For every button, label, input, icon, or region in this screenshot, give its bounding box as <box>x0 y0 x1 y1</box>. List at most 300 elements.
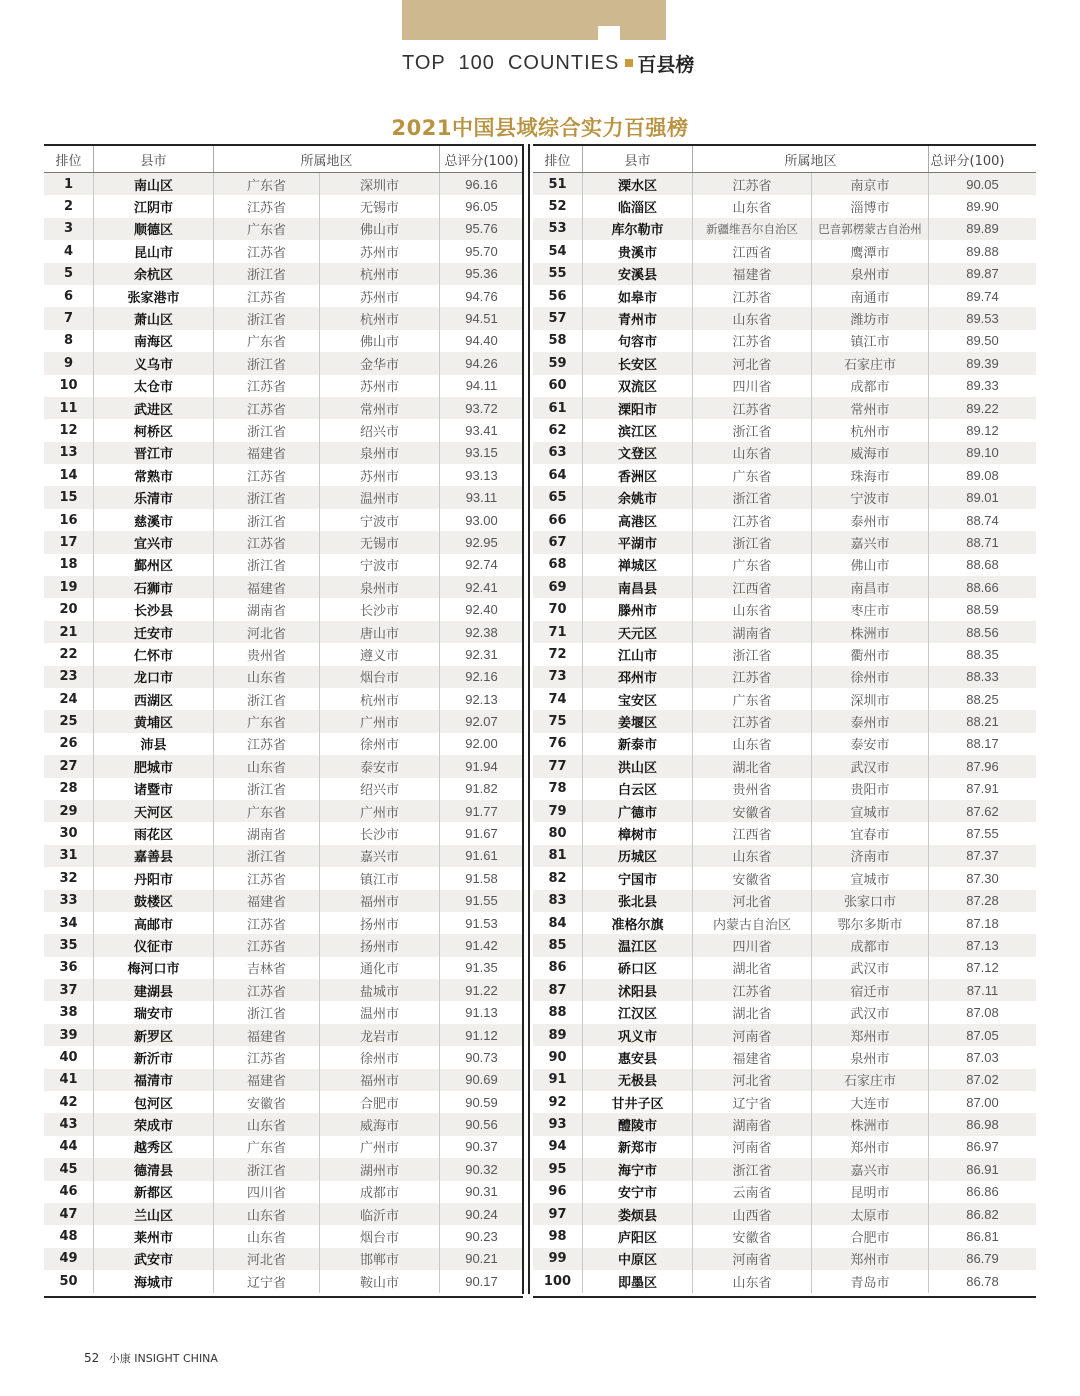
city-cell: 龙岩市 <box>320 1024 440 1046</box>
score-cell: 87.91 <box>966 781 999 797</box>
city-cell: 嘉兴市 <box>812 1158 929 1180</box>
table-row <box>44 576 523 598</box>
city-cell: 武汉市 <box>812 755 929 777</box>
rank-cell: 51 <box>533 173 583 195</box>
province-cell: 江苏省 <box>214 733 320 755</box>
province-cell: 浙江省 <box>214 688 320 710</box>
rank-cell: 21 <box>44 621 94 643</box>
county-cell: 库尔勒市 <box>583 218 693 240</box>
province-cell: 河南省 <box>693 1136 812 1158</box>
city-cell: 佛山市 <box>320 218 440 240</box>
city-cell: 泰安市 <box>812 733 929 755</box>
table-row <box>44 867 523 889</box>
county-cell: 武安市 <box>94 1248 214 1270</box>
city-cell: 嘉兴市 <box>812 531 929 553</box>
table-row <box>44 218 523 240</box>
province-cell: 浙江省 <box>214 1158 320 1180</box>
province-cell: 江苏省 <box>214 867 320 889</box>
table-row <box>533 464 1036 486</box>
rank-cell: 69 <box>533 576 583 598</box>
score-cell: 92.41 <box>465 579 498 595</box>
score-cell: 95.36 <box>465 266 498 282</box>
province-cell: 河南省 <box>693 1024 812 1046</box>
score-cell: 90.37 <box>465 1139 498 1155</box>
rank-cell: 58 <box>533 330 583 352</box>
city-cell: 盐城市 <box>320 979 440 1001</box>
rank-cell: 68 <box>533 554 583 576</box>
province-cell: 江苏省 <box>214 375 320 397</box>
province-cell: 安徽省 <box>214 1091 320 1113</box>
city-cell: 徐州市 <box>812 666 929 688</box>
table-row <box>533 195 1036 217</box>
rank-cell: 81 <box>533 845 583 867</box>
province-cell: 广东省 <box>214 800 320 822</box>
rank-cell: 78 <box>533 778 583 800</box>
city-cell: 佛山市 <box>320 330 440 352</box>
province-cell: 浙江省 <box>693 531 812 553</box>
score-cell: 91.77 <box>465 803 498 819</box>
county-cell: 宝安区 <box>583 688 693 710</box>
col-county: 县市 <box>94 146 214 172</box>
city-cell: 广州市 <box>320 800 440 822</box>
county-cell: 迁安市 <box>94 621 214 643</box>
table-row <box>533 486 1036 508</box>
county-cell: 宜兴市 <box>94 531 214 553</box>
rank-cell: 59 <box>533 352 583 374</box>
city-cell: 贵阳市 <box>812 778 929 800</box>
county-cell: 历城区 <box>583 845 693 867</box>
city-cell: 株洲市 <box>812 1113 929 1135</box>
province-cell: 湖南省 <box>693 1113 812 1135</box>
city-cell: 泰州市 <box>812 710 929 732</box>
rank-cell: 38 <box>44 1001 94 1023</box>
county-cell: 余杭区 <box>94 263 214 285</box>
score-cell: 90.21 <box>465 1251 498 1267</box>
province-cell: 山东省 <box>214 1225 320 1247</box>
province-cell: 江苏省 <box>693 397 812 419</box>
rank-cell: 82 <box>533 867 583 889</box>
rank-cell: 44 <box>44 1136 94 1158</box>
city-cell: 广州市 <box>320 710 440 732</box>
county-cell: 高港区 <box>583 509 693 531</box>
city-cell: 南通市 <box>812 285 929 307</box>
province-cell: 浙江省 <box>214 263 320 285</box>
province-cell: 河南省 <box>693 1248 812 1270</box>
province-cell: 广东省 <box>214 1136 320 1158</box>
county-cell: 太仓市 <box>94 375 214 397</box>
score-cell: 91.61 <box>465 848 498 864</box>
city-cell: 成都市 <box>812 375 929 397</box>
rank-cell: 33 <box>44 890 94 912</box>
table-row <box>533 576 1036 598</box>
score-cell: 87.02 <box>966 1072 999 1088</box>
province-cell: 浙江省 <box>693 419 812 441</box>
score-cell: 89.33 <box>966 378 999 394</box>
table-row <box>44 531 523 553</box>
county-cell: 萧山区 <box>94 307 214 329</box>
rank-cell: 60 <box>533 375 583 397</box>
city-cell: 镇江市 <box>320 867 440 889</box>
province-cell: 辽宁省 <box>693 1091 812 1113</box>
score-cell: 86.91 <box>966 1161 999 1177</box>
score-cell: 94.40 <box>465 333 498 349</box>
province-cell: 山东省 <box>693 598 812 620</box>
city-cell: 宣城市 <box>812 867 929 889</box>
city-cell: 株洲市 <box>812 621 929 643</box>
rank-cell: 43 <box>44 1113 94 1135</box>
city-cell: 徐州市 <box>320 733 440 755</box>
score-cell: 89.22 <box>966 400 999 416</box>
score-cell: 89.12 <box>966 422 999 438</box>
rank-cell: 72 <box>533 643 583 665</box>
city-cell: 威海市 <box>812 442 929 464</box>
province-cell: 湖南省 <box>693 621 812 643</box>
score-cell: 90.05 <box>966 176 999 192</box>
province-cell: 贵州省 <box>693 778 812 800</box>
city-cell: 宁波市 <box>320 554 440 576</box>
province-cell: 江苏省 <box>693 979 812 1001</box>
rank-cell: 11 <box>44 397 94 419</box>
city-cell: 鞍山市 <box>320 1270 440 1292</box>
county-cell: 海宁市 <box>583 1158 693 1180</box>
score-cell: 88.33 <box>966 669 999 685</box>
right-table <box>533 144 1036 1298</box>
city-cell: 杭州市 <box>320 688 440 710</box>
city-cell: 泉州市 <box>320 576 440 598</box>
province-cell: 浙江省 <box>214 778 320 800</box>
table-row <box>533 845 1036 867</box>
score-cell: 91.53 <box>465 915 498 931</box>
table-row <box>44 755 523 777</box>
province-cell: 安徽省 <box>693 800 812 822</box>
score-cell: 88.59 <box>966 602 999 618</box>
city-cell: 苏州市 <box>320 285 440 307</box>
score-cell: 88.74 <box>966 512 999 528</box>
city-cell: 泉州市 <box>812 263 929 285</box>
city-cell: 泉州市 <box>320 442 440 464</box>
score-cell: 91.94 <box>465 758 498 774</box>
county-cell: 硚口区 <box>583 957 693 979</box>
score-cell: 90.17 <box>465 1273 498 1289</box>
table-row <box>533 1136 1036 1158</box>
city-cell: 潍坊市 <box>812 307 929 329</box>
table-row <box>533 822 1036 844</box>
score-cell: 87.62 <box>966 803 999 819</box>
province-cell: 浙江省 <box>214 845 320 867</box>
province-cell: 广东省 <box>693 688 812 710</box>
score-cell: 92.16 <box>465 669 498 685</box>
province-cell: 河北省 <box>693 352 812 374</box>
province-cell: 河北省 <box>693 1069 812 1091</box>
table-row <box>44 822 523 844</box>
province-cell: 江苏省 <box>214 195 320 217</box>
county-cell: 香洲区 <box>583 464 693 486</box>
table-row <box>533 755 1036 777</box>
county-cell: 张家港市 <box>94 285 214 307</box>
county-cell: 无极县 <box>583 1069 693 1091</box>
city-cell: 郑州市 <box>812 1248 929 1270</box>
county-cell: 天元区 <box>583 621 693 643</box>
score-cell: 87.11 <box>966 982 999 998</box>
table-row <box>44 912 523 934</box>
rank-cell: 52 <box>533 195 583 217</box>
city-cell: 邯郸市 <box>320 1248 440 1270</box>
province-cell: 江苏省 <box>693 509 812 531</box>
rank-cell: 17 <box>44 531 94 553</box>
rank-cell: 5 <box>44 263 94 285</box>
county-cell: 准格尔旗 <box>583 912 693 934</box>
table-row <box>44 1046 523 1068</box>
table-row <box>44 1024 523 1046</box>
county-cell: 宁国市 <box>583 867 693 889</box>
col-score: 总评分(100) <box>930 153 1005 169</box>
rank-cell: 36 <box>44 957 94 979</box>
table-row <box>533 1158 1036 1180</box>
county-cell: 温江区 <box>583 934 693 956</box>
rank-cell: 37 <box>44 979 94 1001</box>
province-cell: 江苏省 <box>693 173 812 195</box>
table-row <box>533 800 1036 822</box>
rank-cell: 90 <box>533 1046 583 1068</box>
score-cell: 92.13 <box>465 691 498 707</box>
score-cell: 87.37 <box>966 848 999 864</box>
rank-cell: 88 <box>533 1001 583 1023</box>
province-cell: 浙江省 <box>214 486 320 508</box>
province-cell: 浙江省 <box>693 1158 812 1180</box>
table-row <box>44 375 523 397</box>
table-row <box>44 1001 523 1023</box>
score-cell: 89.88 <box>966 243 999 259</box>
province-cell: 新疆维吾尔自治区 <box>693 218 812 240</box>
table-row <box>533 778 1036 800</box>
rank-cell: 86 <box>533 957 583 979</box>
province-cell: 山东省 <box>693 845 812 867</box>
score-cell: 86.82 <box>966 1206 999 1222</box>
county-cell: 包河区 <box>94 1091 214 1113</box>
score-cell: 86.78 <box>966 1273 999 1289</box>
rank-cell: 29 <box>44 800 94 822</box>
province-cell: 广东省 <box>214 330 320 352</box>
county-cell: 江汉区 <box>583 1001 693 1023</box>
city-cell: 湖州市 <box>320 1158 440 1180</box>
province-cell: 江西省 <box>693 822 812 844</box>
table-row <box>44 890 523 912</box>
rank-cell: 98 <box>533 1225 583 1247</box>
county-cell: 新泰市 <box>583 733 693 755</box>
table-row <box>44 1270 523 1292</box>
city-cell: 石家庄市 <box>812 1069 929 1091</box>
province-cell: 辽宁省 <box>214 1270 320 1292</box>
table-row <box>44 1069 523 1091</box>
county-cell: 新都区 <box>94 1181 214 1203</box>
city-cell: 深圳市 <box>812 688 929 710</box>
table-row <box>44 1181 523 1203</box>
score-cell: 91.12 <box>465 1027 498 1043</box>
score-cell: 92.31 <box>465 646 498 662</box>
col-region: 所属地区 <box>214 146 440 172</box>
county-cell: 建湖县 <box>94 979 214 1001</box>
county-cell: 顺德区 <box>94 218 214 240</box>
city-cell: 石家庄市 <box>812 352 929 374</box>
county-cell: 禅城区 <box>583 554 693 576</box>
province-cell: 四川省 <box>693 934 812 956</box>
rank-cell: 64 <box>533 464 583 486</box>
city-cell: 昆明市 <box>812 1181 929 1203</box>
score-cell: 92.00 <box>465 736 498 752</box>
county-cell: 丹阳市 <box>94 867 214 889</box>
rank-cell: 67 <box>533 531 583 553</box>
county-cell: 常熟市 <box>94 464 214 486</box>
county-cell: 樟树市 <box>583 822 693 844</box>
table-body <box>44 173 523 1293</box>
rank-cell: 31 <box>44 845 94 867</box>
rank-cell: 23 <box>44 666 94 688</box>
county-cell: 武进区 <box>94 397 214 419</box>
province-cell: 安徽省 <box>693 1225 812 1247</box>
score-cell: 88.66 <box>966 579 999 595</box>
rank-cell: 10 <box>44 375 94 397</box>
province-cell: 江苏省 <box>214 934 320 956</box>
county-cell: 黄埔区 <box>94 710 214 732</box>
county-cell: 石狮市 <box>94 576 214 598</box>
table-row <box>533 173 1036 195</box>
rank-cell: 12 <box>44 419 94 441</box>
rank-cell: 95 <box>533 1158 583 1180</box>
score-cell: 92.38 <box>465 624 498 640</box>
score-cell: 87.00 <box>966 1094 999 1110</box>
rank-cell: 41 <box>44 1069 94 1091</box>
city-cell: 宣城市 <box>812 800 929 822</box>
county-cell: 溧阳市 <box>583 397 693 419</box>
rank-cell: 93 <box>533 1113 583 1135</box>
province-cell: 福建省 <box>693 1046 812 1068</box>
county-cell: 平湖市 <box>583 531 693 553</box>
province-cell: 浙江省 <box>214 352 320 374</box>
county-cell: 贵溪市 <box>583 240 693 262</box>
county-cell: 临淄区 <box>583 195 693 217</box>
county-cell: 龙口市 <box>94 666 214 688</box>
city-cell: 深圳市 <box>320 173 440 195</box>
city-cell: 绍兴市 <box>320 778 440 800</box>
city-cell: 临沂市 <box>320 1203 440 1225</box>
city-cell: 枣庄市 <box>812 598 929 620</box>
city-cell: 徐州市 <box>320 1046 440 1068</box>
province-cell: 浙江省 <box>693 643 812 665</box>
city-cell: 温州市 <box>320 1001 440 1023</box>
province-cell: 广东省 <box>214 218 320 240</box>
table-row <box>533 733 1036 755</box>
table-row <box>533 957 1036 979</box>
province-cell: 福建省 <box>214 442 320 464</box>
province-cell: 福建省 <box>214 890 320 912</box>
score-cell: 90.69 <box>465 1072 498 1088</box>
county-cell: 柯桥区 <box>94 419 214 441</box>
col-rank: 排位 <box>533 146 583 172</box>
table-row <box>533 710 1036 732</box>
city-cell: 淄博市 <box>812 195 929 217</box>
province-cell: 四川省 <box>214 1181 320 1203</box>
rank-cell: 79 <box>533 800 583 822</box>
rank-cell: 65 <box>533 486 583 508</box>
county-cell: 甘井子区 <box>583 1091 693 1113</box>
county-cell: 余姚市 <box>583 486 693 508</box>
score-cell: 88.17 <box>966 736 999 752</box>
city-cell: 嘉兴市 <box>320 845 440 867</box>
province-cell: 山东省 <box>693 307 812 329</box>
county-cell: 仪征市 <box>94 934 214 956</box>
city-cell: 巴音郭楞蒙古自治州 <box>812 218 929 240</box>
province-cell: 广东省 <box>693 554 812 576</box>
city-cell: 太原市 <box>812 1203 929 1225</box>
city-cell: 扬州市 <box>320 934 440 956</box>
county-cell: 沛县 <box>94 733 214 755</box>
table-row <box>44 1091 523 1113</box>
county-cell: 安宁市 <box>583 1181 693 1203</box>
score-cell: 88.25 <box>966 691 999 707</box>
province-cell: 山东省 <box>693 1270 812 1292</box>
rank-cell: 99 <box>533 1248 583 1270</box>
city-cell: 青岛市 <box>812 1270 929 1292</box>
county-cell: 南山区 <box>94 173 214 195</box>
table-row <box>533 375 1036 397</box>
col-rank: 排位 <box>44 146 94 172</box>
province-cell: 江苏省 <box>214 397 320 419</box>
score-cell: 89.53 <box>966 311 999 327</box>
score-cell: 87.08 <box>966 1005 999 1021</box>
province-cell: 江苏省 <box>693 666 812 688</box>
table-row <box>44 778 523 800</box>
rank-cell: 48 <box>44 1225 94 1247</box>
rank-cell: 35 <box>44 934 94 956</box>
table-row <box>533 352 1036 374</box>
city-cell: 扬州市 <box>320 912 440 934</box>
table-row <box>533 263 1036 285</box>
table-row <box>533 688 1036 710</box>
province-cell: 江西省 <box>693 240 812 262</box>
province-cell: 湖北省 <box>693 1001 812 1023</box>
city-cell: 威海市 <box>320 1113 440 1135</box>
rank-cell: 76 <box>533 733 583 755</box>
city-cell: 宁波市 <box>812 486 929 508</box>
city-cell: 遵义市 <box>320 643 440 665</box>
rank-cell: 94 <box>533 1136 583 1158</box>
table-header <box>44 146 523 173</box>
county-cell: 新郑市 <box>583 1136 693 1158</box>
score-cell: 91.58 <box>465 870 498 886</box>
rank-cell: 77 <box>533 755 583 777</box>
rank-cell: 14 <box>44 464 94 486</box>
city-cell: 宿迁市 <box>812 979 929 1001</box>
score-cell: 89.08 <box>966 467 999 483</box>
table-row <box>533 1181 1036 1203</box>
county-cell: 鄞州区 <box>94 554 214 576</box>
city-cell: 武汉市 <box>812 1001 929 1023</box>
rank-cell: 74 <box>533 688 583 710</box>
rank-cell: 49 <box>44 1248 94 1270</box>
city-cell: 泰安市 <box>320 755 440 777</box>
score-cell: 87.13 <box>966 937 999 953</box>
county-cell: 邳州市 <box>583 666 693 688</box>
table-row <box>533 285 1036 307</box>
table-row <box>44 397 523 419</box>
city-cell: 无锡市 <box>320 531 440 553</box>
rank-cell: 42 <box>44 1091 94 1113</box>
city-cell: 郑州市 <box>812 1136 929 1158</box>
rank-cell: 70 <box>533 598 583 620</box>
table-row <box>533 419 1036 441</box>
city-cell: 苏州市 <box>320 240 440 262</box>
province-cell: 福建省 <box>214 1024 320 1046</box>
